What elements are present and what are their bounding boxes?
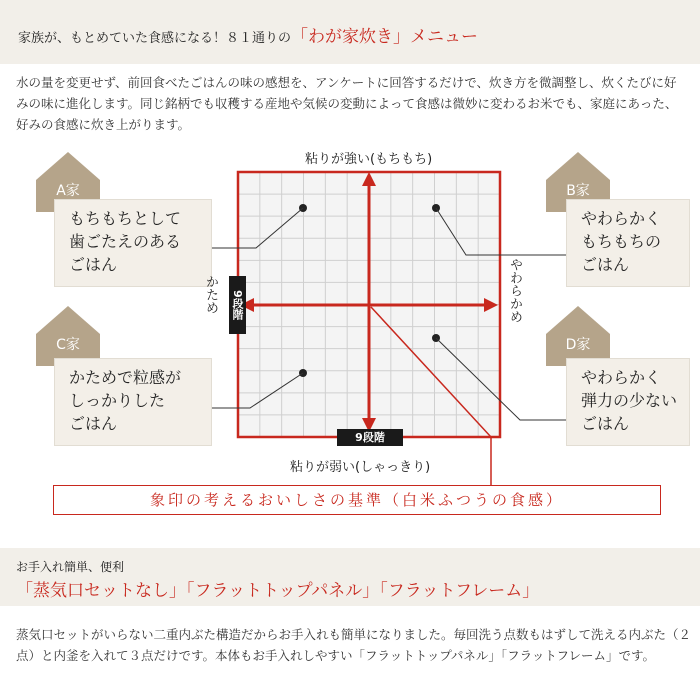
panel-b-line-2: もちもちの (581, 232, 662, 251)
panel-d-line-3: ごはん (581, 414, 630, 433)
panel-a-line-1: もちもちとして (69, 209, 182, 228)
house-c-label: C家 (56, 337, 80, 353)
axis-top-label: 粘りが強い(もちもち) (305, 152, 433, 167)
panel-c-line-1: かためで粒感が (69, 368, 182, 387)
panel-b (566, 199, 690, 287)
step-vertical-badge: 9段階 (229, 276, 246, 334)
axis-left-label: かため (203, 275, 218, 314)
header-highlight: 「わが家炊き」メニュー (291, 27, 479, 47)
section2-subtitle: お手入れ簡単、便利 (16, 560, 125, 574)
panel-d-line-2: 弾力の少ない (581, 391, 678, 410)
axis-bottom-label: 粘りが弱い(しゃっきり) (290, 460, 431, 475)
panel-a-line-3: ごはん (69, 255, 118, 274)
panel-c-line-3: ごはん (69, 414, 118, 433)
panel-d-line-1: やわらかく (581, 368, 662, 387)
panel-b-line-3: ごはん (581, 255, 630, 274)
panel-a-line-2: 歯ごたえのある (69, 232, 182, 251)
section2-band (0, 548, 700, 606)
axis-right-label: やわらかめ (507, 258, 522, 323)
standard-banner: 象印の考えるおいしさの基準（白米ふつうの食感） (53, 485, 661, 515)
header-lead: 家族が、もとめていた食感になる！８１通りの (18, 31, 292, 46)
panel-b-line-1: やわらかく (581, 209, 662, 228)
panel-c (54, 358, 212, 446)
section2-title: 「蒸気口セットなし」「フラットトップパネル」「フラットフレーム」 (16, 581, 540, 601)
panel-a (54, 199, 212, 287)
panel-c-line-2: しっかりした (69, 391, 166, 410)
panel-d (566, 358, 690, 446)
section2-body: 蒸気口セットがいらない二重内ぶた構造だからお手入れも簡単になりました。毎回洗う点数もはずして洗える内ぶた（２点）と内釜を入れて３点だけです。本体もお手入れしやすい「フラットトップパネル」「フラットフレーム」です。 (16, 627, 692, 663)
step-horizontal-badge: 9段階 (337, 429, 403, 446)
intro-paragraph: 水の量を変更せず、前回食べたごはんの味の感想を、アンケートに回答するだけで、炊き方を微調整し、炊くたびに好みの味に進化します。同じ銘柄でも収穫する産地や気候の変動によって食感は微妙に変わるお米でも、家庭にあった、好みの食感に炊き上がります。 (16, 75, 678, 132)
house-b-label: B家 (566, 183, 590, 199)
house-a-label: A家 (56, 183, 80, 199)
house-d-label: D家 (565, 337, 591, 353)
